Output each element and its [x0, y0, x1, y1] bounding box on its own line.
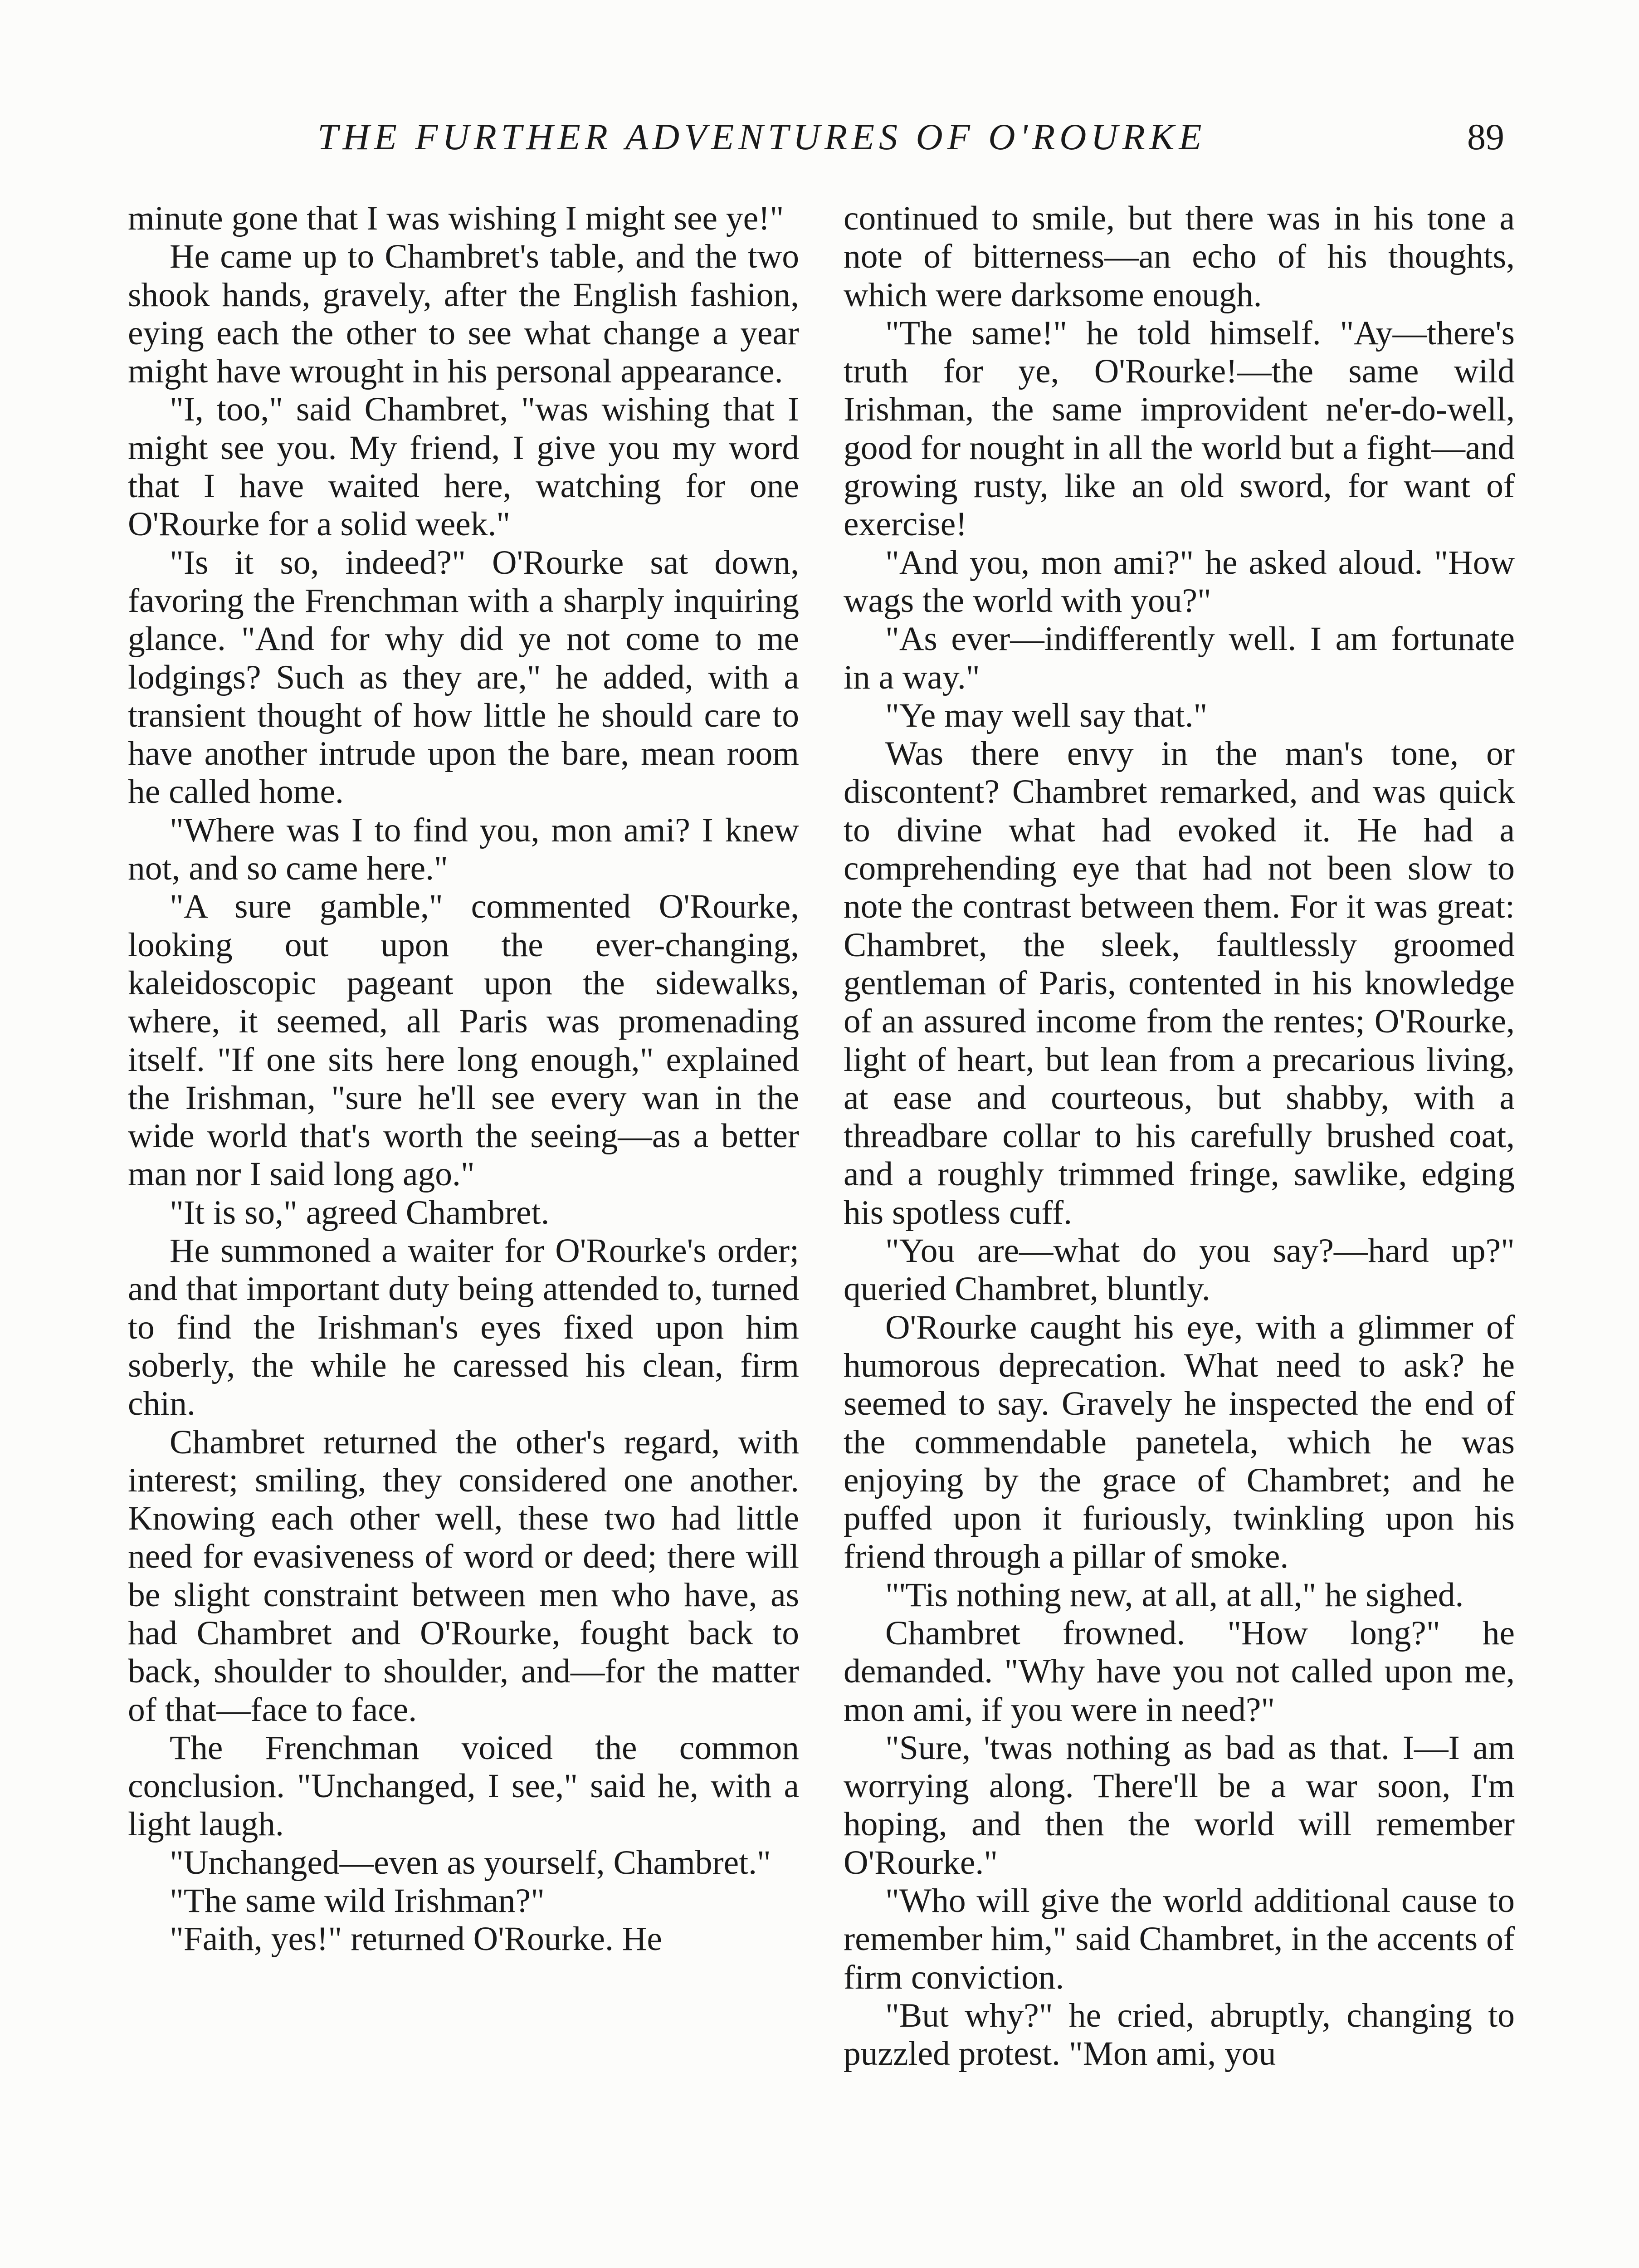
- text-column-left: [128, 200, 799, 1959]
- paragraph: "'Tis nothing new, at all, at all," he sighed.: [885, 1576, 1464, 1614]
- paragraph: "And you, mon ami?" he asked aloud. "How wags the world with you?": [844, 543, 1515, 620]
- paragraph: "Who will give the world additional cause to remember him," said Chambret, in the accents of firm conviction.: [844, 1882, 1515, 1996]
- running-header: [0, 116, 1639, 166]
- paragraph: "Is it so, indeed?" O'Rourke sat down, favoring the Frenchman with a sharply inquiring glance. "And for why did ye not come to me lodgings? Such as they are," he added, with a transient thought of how little he should care to have another intrude upon the bare, mean room he called home.: [128, 543, 799, 811]
- paragraph: minute gone that I was wishing I might see ye!": [128, 200, 784, 237]
- paragraph: "Where was I to find you, mon ami? I knew not, and so came here.": [128, 811, 799, 888]
- paragraph: continued to smile, but there was in his tone a note of bitterness—an echo of his thoughts, which were darksome enough.: [844, 200, 1515, 314]
- paragraph: "Unchanged—even as yourself, Chambret.": [170, 1843, 771, 1882]
- page-number: 89: [1467, 116, 1504, 157]
- paragraph: "As ever—indifferently well. I am fortunate in a way.": [844, 620, 1515, 696]
- paragraph: "The same!" he told himself. "Ay—there's truth for ye, O'Rourke!—the same wild Irishman, the same improvident ne'er-do-well, good for nought in all the world but a fight—and growing rusty, like an old sword, for want of exercise!: [844, 314, 1515, 543]
- paragraph: He summoned a waiter for O'Rourke's order; and that important duty being attended to, turned to find the Irishman's eyes fixed upon him soberly, the while he caressed his clean, firm chin.: [128, 1232, 799, 1423]
- paragraph: "You are—what do you say?—hard up?" queried Chambret, bluntly.: [844, 1232, 1515, 1308]
- paragraph: "Faith, yes!" returned O'Rourke. He: [170, 1920, 662, 1958]
- paragraph: "But why?" he cried, abruptly, changing to puzzled protest. "Mon ami, you: [844, 1996, 1515, 2073]
- paragraph: The Frenchman voiced the common conclusion. "Unchanged, I see," said he, with a light laugh.: [128, 1729, 799, 1843]
- paragraph: "Sure, 'twas nothing as bad as that. I—I am worrying along. There'll be a war soon, I'm hoping, and then the world will remember O'Rourke.": [844, 1729, 1515, 1882]
- paragraph: Was there envy in the man's tone, or discontent? Chambret remarked, and was quick to divine what had evoked it. He had a comprehending eye that had not been slow to note the contrast between them. For it was great: Chambret, the sleek, faultlessly groomed gentleman of Paris, contented in his knowledge of an assured income from the rentes; O'Rourke, light of heart, but lean from a precarious living, at ease and courteous, but shabby, with a threadbare collar to his carefully brushed coat, and a roughly trimmed fringe, sawlike, edging his spotless cuff.: [844, 735, 1515, 1232]
- text-column-right: [844, 200, 1515, 2073]
- paragraph: "The same wild Irishman?": [170, 1882, 545, 1920]
- paragraph: Chambret returned the other's regard, with interest; smiling, they considered one another. Knowing each other well, these two had little need for evasiveness of word or deed; there will be slight constraint between men who have, as had Chambret and O'Rourke, fought back to back, shoulder to shoulder, and—for the matter of that—face to face.: [128, 1423, 799, 1729]
- running-title: THE FURTHER ADVENTURES OF O'ROURKE: [317, 116, 1206, 157]
- paragraph: "It is so," agreed Chambret.: [170, 1193, 550, 1232]
- paragraph: He came up to Chambret's table, and the two shook hands, gravely, after the English fashion, eying each the other to see what change a year might have wrought in his personal appearance.: [128, 238, 799, 391]
- paragraph: O'Rourke caught his eye, with a glimmer of humorous deprecation. What need to ask? he seemed to say. Gravely he inspected the end of the commendable panetela, which he was enjoying by the grace of Chambret; and he puffed upon it furiously, twinkling upon his friend through a pillar of smoke.: [844, 1308, 1515, 1576]
- paragraph: Chambret frowned. "How long?" he demanded. "Why have you not called upon me, mon ami, if you were in need?": [844, 1614, 1515, 1729]
- paragraph: "A sure gamble," commented O'Rourke, looking out upon the ever-changing, kaleidoscopic pageant upon the sidewalks, where, it seemed, all Paris was promenading itself. "If one sits here long enough," explained the Irishman, "sure he'll see every wan in the wide world that's worth the seeing—as a better man nor I said long ago.": [128, 888, 799, 1193]
- paragraph: "Ye may well say that.": [885, 696, 1208, 734]
- paragraph: "I, too," said Chambret, "was wishing that I might see you. My friend, I give you my word that I have waited here, watching for one O'Rourke for a solid week.": [128, 391, 799, 543]
